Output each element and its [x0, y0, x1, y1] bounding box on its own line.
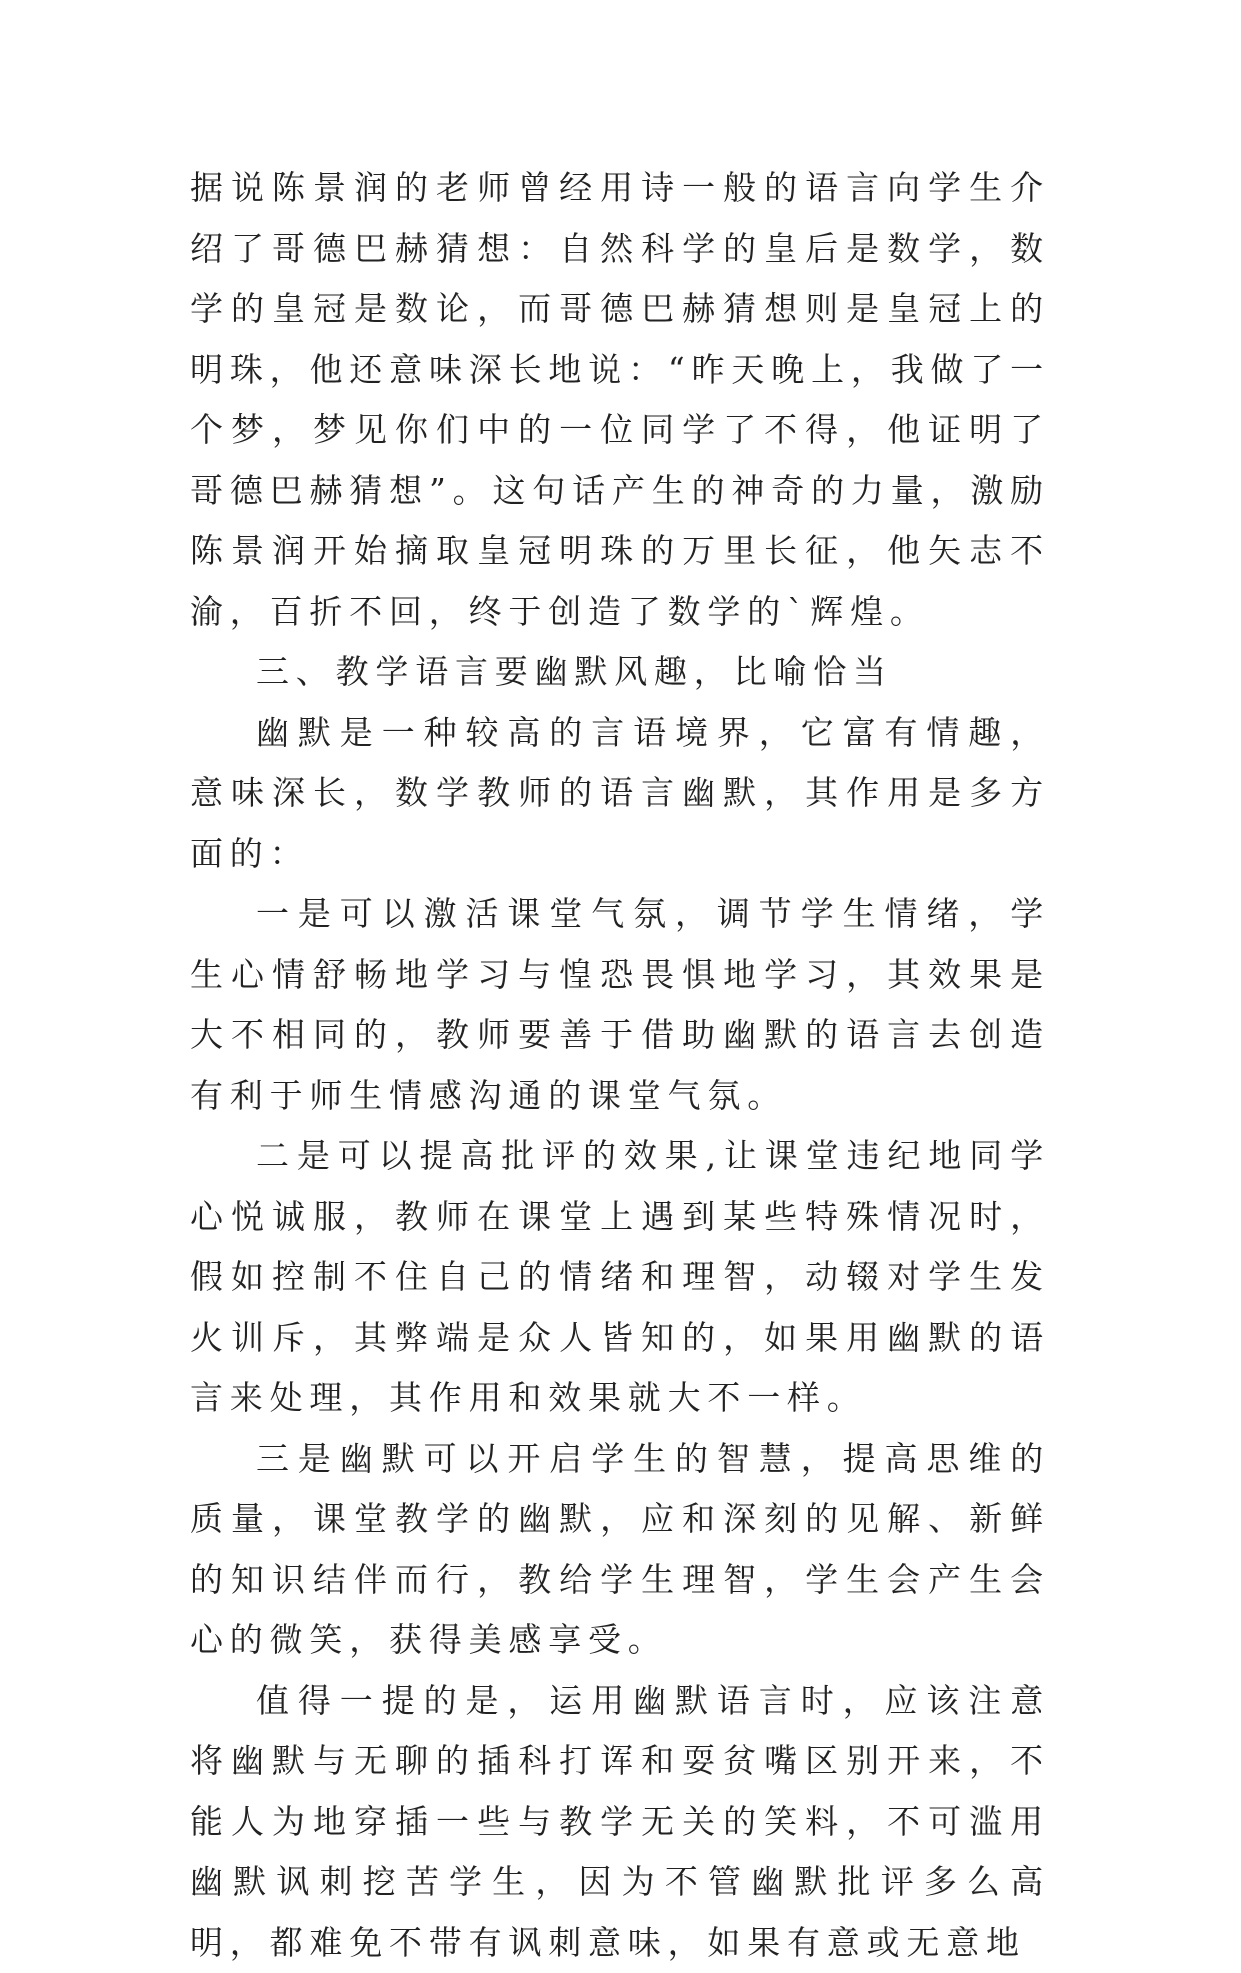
paragraph-caution: 值得一提的是，运用幽默语言时，应该注意将幽默与无聊的插科打诨和耍贫嘴区别开来，不能人为地穿插一些与教学无关的笑料，不可滥用幽默讽刺挖苦学生，因为不管幽默批评多么高明，都难免不带有讽刺意味，如果有意或无意地 [190, 1671, 1050, 1973]
section-heading-humor: 三、教学语言要幽默风趣，比喻恰当 [190, 642, 1050, 703]
paragraph-chen-jingrun: 据说陈景润的老师曾经用诗一般的语言向学生介绍了哥德巴赫猜想：自然科学的皇后是数学，数学的皇冠是数论，而哥德巴赫猜想则是皇冠上的明珠，他还意味深长地说：“昨天晚上，我做了一个梦，梦见你们中的一位同学了不得，他证明了哥德巴赫猜想”。这句话产生的神奇的力量，激励陈景润开始摘取皇冠明珠的万里长征，他矢志不渝，百折不回，终于创造了数学的`辉煌。 [190, 158, 1050, 642]
paragraph-point-one: 一是可以激活课堂气氛，调节学生情绪，学生心情舒畅地学习与惶恐畏惧地学习，其效果是大不相同的，教师要善于借助幽默的语言去创造有利于师生情感沟通的课堂气氛。 [190, 884, 1050, 1126]
document-body [190, 158, 1050, 1973]
paragraph-point-three: 三是幽默可以开启学生的智慧，提高思维的质量，课堂教学的幽默，应和深刻的见解、新鲜的知识结伴而行，教给学生理智，学生会产生会心的微笑，获得美感享受。 [190, 1429, 1050, 1671]
paragraph-point-two: 二是可以提高批评的效果,让课堂违纪地同学心悦诚服，教师在课堂上遇到某些特殊情况时，假如控制不住自己的情绪和理智，动辍对学生发火训斥，其弊端是众人皆知的，如果用幽默的语言来处理，其作用和效果就大不一样。 [190, 1126, 1050, 1429]
paragraph-humor-intro: 幽默是一种较高的言语境界，它富有情趣，意味深长，数学教师的语言幽默，其作用是多方面的： [190, 703, 1050, 885]
